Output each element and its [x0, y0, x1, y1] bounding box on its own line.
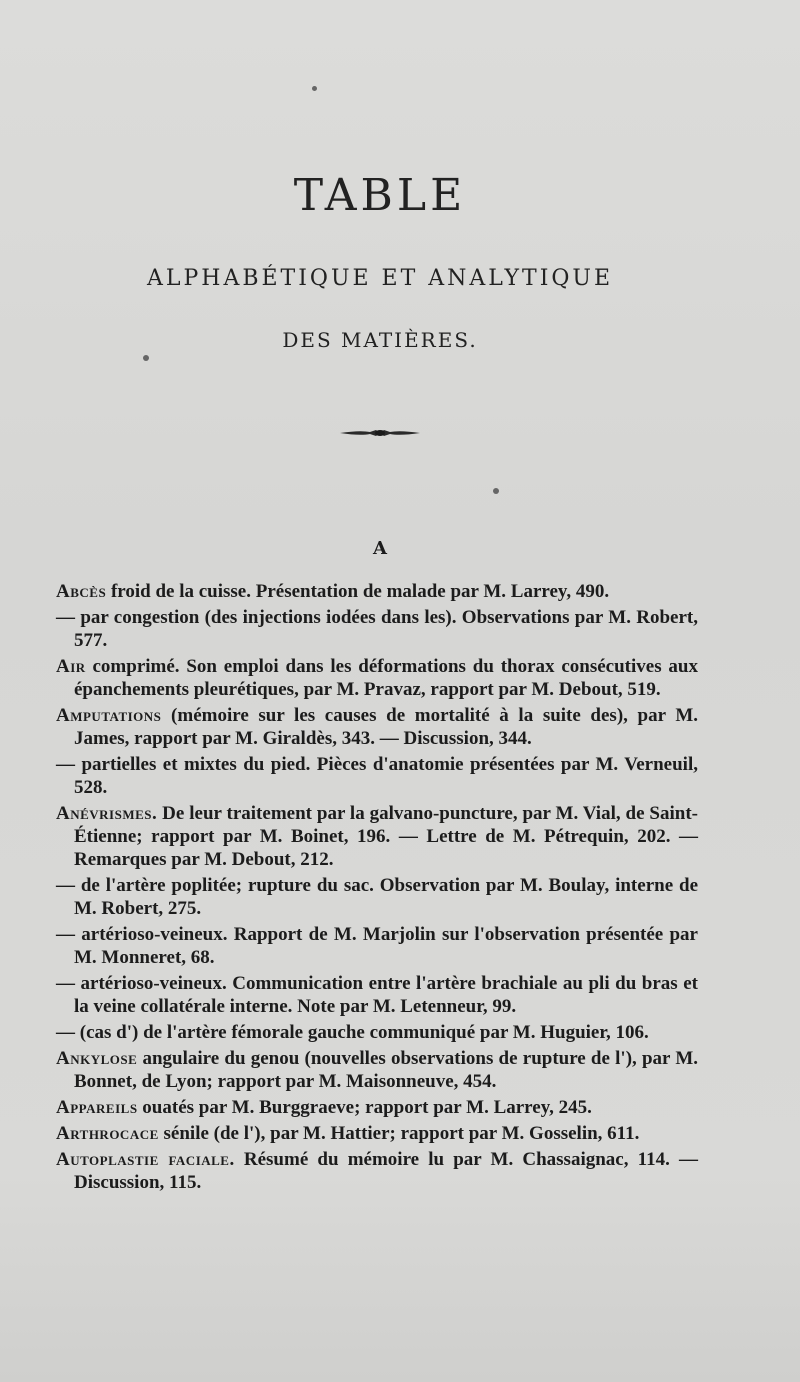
entry-text: angulaire du genou (nouvelles observations de rupture de l'), par M. Bonnet, de Lyon; rapport par M. Maisonneuve, 454.	[74, 1048, 698, 1092]
entry-text: Résumé du mémoire lu par M. Chassaignac, 114. — Discussion, 115.	[74, 1149, 698, 1193]
dust-speck	[493, 488, 499, 494]
entry-text: — par congestion (des injections iodées dans les). Observations par M. Robert, 577.	[56, 607, 698, 651]
entry-text: comprimé. Son emploi dans les déformations du thorax consécutives aux épanchements pleurétiques, par M. Pravaz, rapport par M. Debout, 519.	[74, 656, 698, 700]
entry-heading: Autoplastie faciale.	[56, 1149, 235, 1170]
entry-heading: Air	[56, 656, 86, 677]
index-entry	[56, 1021, 698, 1044]
index-entry	[56, 655, 698, 701]
index-entry	[56, 1122, 698, 1145]
index-entry	[56, 972, 698, 1018]
entry-heading: Ankylose	[56, 1048, 138, 1069]
index-entry	[56, 802, 698, 871]
dust-speck	[143, 355, 149, 361]
entry-text: De leur traitement par la galvano-puncture, par M. Vial, de Saint-Étienne; rapport par M. Boinet, 196. — Lettre de M. Pétrequin, 202. — Remarques par M. Debout, 212.	[74, 803, 698, 870]
index-entry	[56, 1096, 698, 1119]
entry-text: — artérioso-veineux. Communication entre l'artère brachiale au pli du bras et la veine collatérale interne. Note par M. Letenneur, 99.	[56, 973, 698, 1017]
entry-text: — artérioso-veineux. Rapport de M. Marjolin sur l'observation présentée par M. Monneret, 68.	[56, 924, 698, 968]
entry-text: froid de la cuisse. Présentation de malade par M. Larrey, 490.	[106, 581, 610, 602]
entry-text: — de l'artère poplitée; rupture du sac. Observation par M. Boulay, interne de M. Robert, 275.	[56, 875, 698, 919]
section-letter: A	[373, 538, 387, 559]
page-subtitle: ALPHABÉTIQUE ET ANALYTIQUE	[146, 266, 614, 291]
entry-text: — (cas d') de l'artère fémorale gauche communiqué par M. Huguier, 106.	[56, 1022, 649, 1043]
index-entries	[56, 580, 698, 1197]
index-entry	[56, 874, 698, 920]
entry-heading: Amputations	[56, 705, 162, 726]
entry-text: (mémoire sur les causes de mortalité à la suite des), par M. James, rapport par M. Giraldès, 343. — Discussion, 344.	[74, 705, 698, 749]
index-entry	[56, 1148, 698, 1194]
entry-heading: Anévrismes.	[56, 803, 158, 824]
entry-heading: Appareils	[56, 1097, 138, 1118]
entry-heading: Abcès	[56, 581, 107, 602]
ornamental-dash-icon	[340, 426, 420, 440]
entry-text: — partielles et mixtes du pied. Pièces d'anatomie présentées par M. Verneuil, 528.	[56, 754, 698, 798]
page-title: TABLE	[293, 170, 467, 221]
index-entry	[56, 1047, 698, 1093]
index-entry	[56, 923, 698, 969]
index-entry	[56, 753, 698, 799]
index-entry	[56, 606, 698, 652]
dust-speck	[312, 86, 317, 91]
entry-text: sénile (de l'), par M. Hattier; rapport par M. Gosselin, 611.	[158, 1123, 640, 1144]
entry-heading: Arthrocace	[56, 1123, 159, 1144]
index-entry	[56, 704, 698, 750]
index-entry	[56, 580, 698, 603]
entry-text: ouatés par M. Burggraeve; rapport par M. Larrey, 245.	[137, 1097, 592, 1118]
page-subtitle-secondary: DES MATIÈRES.	[282, 328, 478, 352]
